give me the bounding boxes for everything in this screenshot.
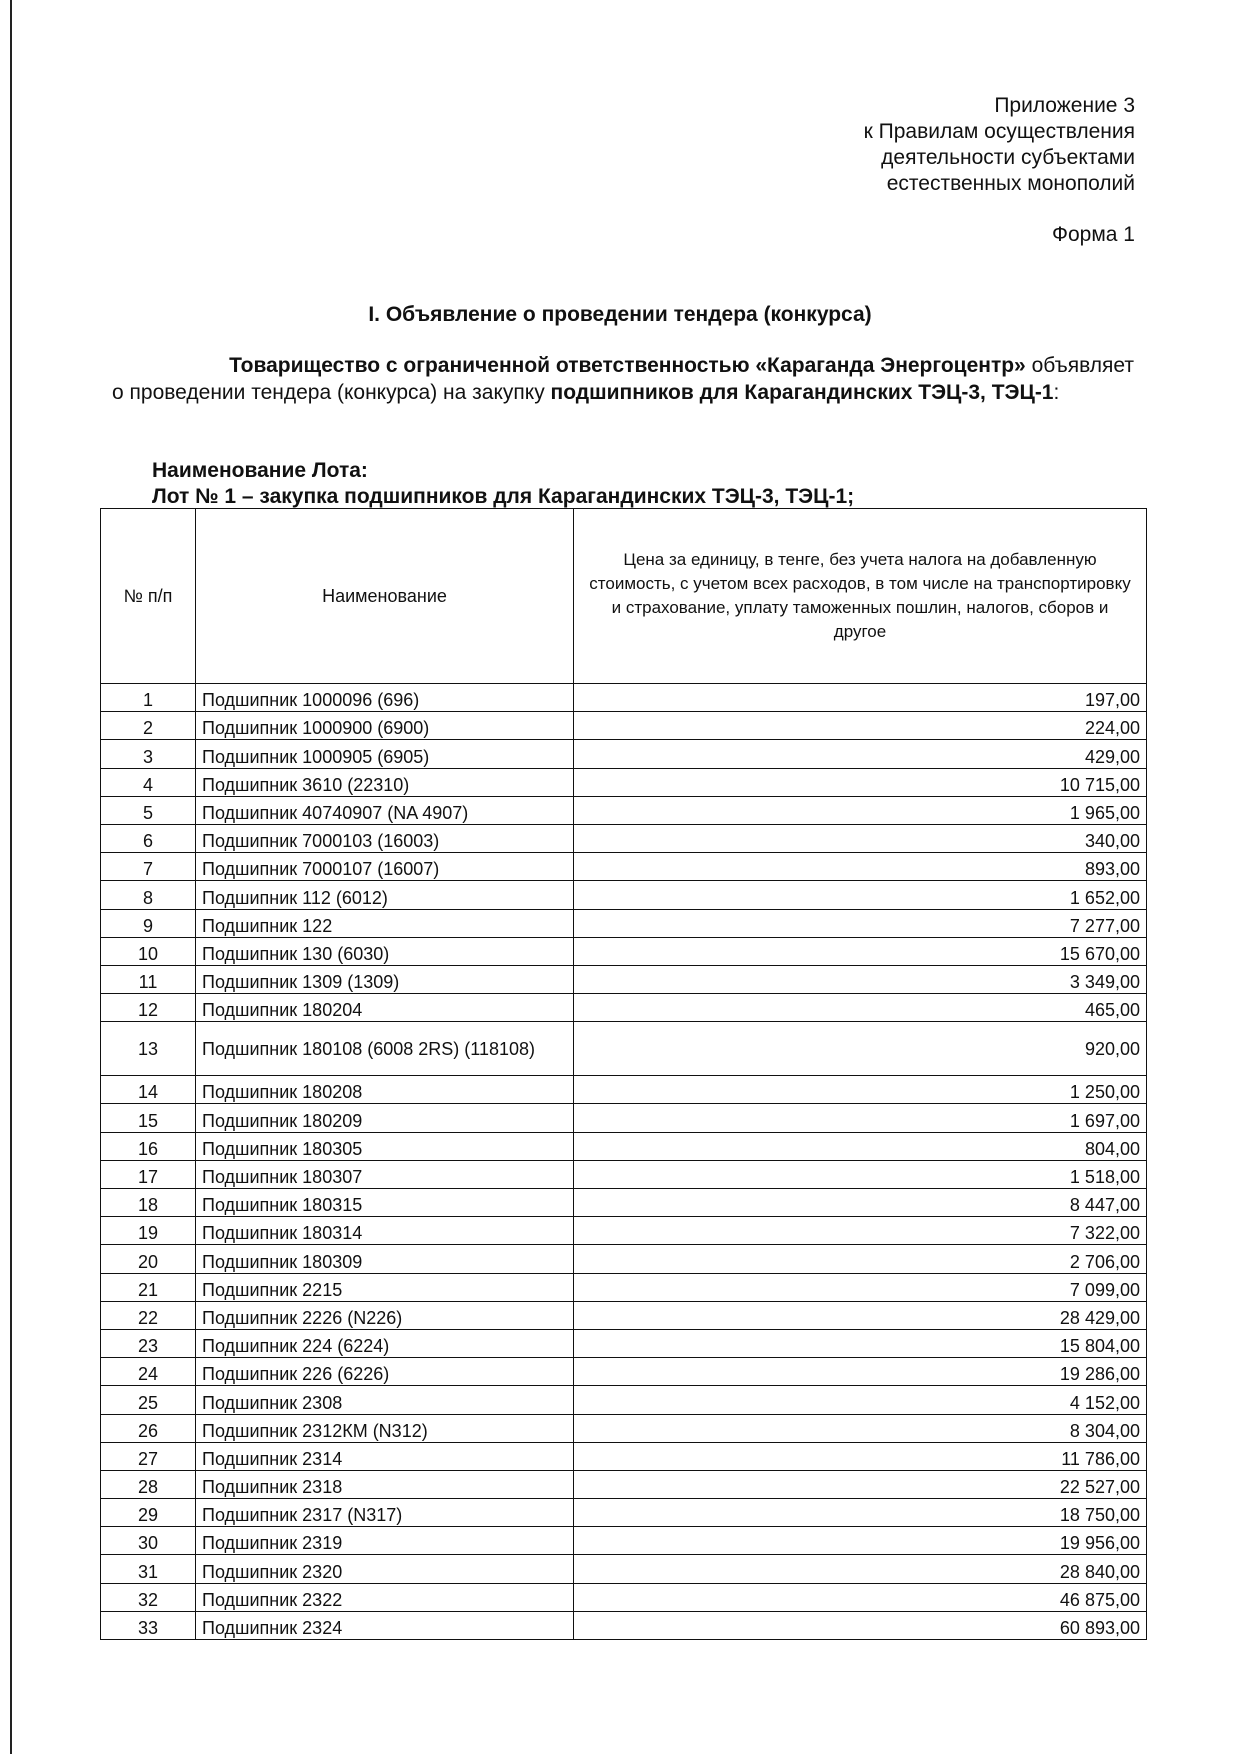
document-title: I. Объявление о проведении тендера (конкурса) [368,303,872,326]
row-number: 9 [101,909,196,937]
row-unit-price: 22 527,00 [574,1470,1147,1498]
header-num: № п/п [101,509,196,684]
table-row [101,1189,1147,1217]
row-number: 27 [101,1442,196,1470]
table-row [101,1555,1147,1583]
row-item-name: Подшипник 1000905 (6905) [196,740,574,768]
row-item-name: Подшипник 7000103 (16003) [196,824,574,852]
organization-name: Товарищество с ограниченной ответственностью «Караганда Энергоцентр» [229,354,1026,377]
row-unit-price: 28 840,00 [574,1555,1147,1583]
table-row [101,712,1147,740]
row-number: 28 [101,1470,196,1498]
table-row [101,994,1147,1022]
row-unit-price: 465,00 [574,994,1147,1022]
row-number: 33 [101,1611,196,1639]
row-item-name: Подшипник 180307 [196,1160,574,1188]
row-unit-price: 10 715,00 [574,768,1147,796]
row-item-name: Подшипник 2318 [196,1470,574,1498]
row-item-name: Подшипник 180108 (6008 2RS) (118108) [196,1022,574,1076]
row-number: 19 [101,1217,196,1245]
row-number: 13 [101,1022,196,1076]
row-item-name: Подшипник 7000107 (16007) [196,853,574,881]
row-number: 30 [101,1527,196,1555]
row-unit-price: 19 956,00 [574,1527,1147,1555]
row-item-name: Подшипник 180305 [196,1132,574,1160]
table-row [101,881,1147,909]
row-item-name: Подшипник 122 [196,909,574,937]
row-item-name: Подшипник 2317 (N317) [196,1499,574,1527]
row-number: 8 [101,881,196,909]
row-unit-price: 340,00 [574,824,1147,852]
row-unit-price: 893,00 [574,853,1147,881]
row-number: 18 [101,1189,196,1217]
row-item-name: Подшипник 2324 [196,1611,574,1639]
table-row [101,1329,1147,1357]
row-item-name: Подшипник 40740907 (NA 4907) [196,796,574,824]
appendix-line-4: естественных монополий [886,172,1135,195]
row-item-name: Подшипник 224 (6224) [196,1329,574,1357]
left-margin-rule [10,0,12,1754]
row-unit-price: 804,00 [574,1132,1147,1160]
procurement-subject: подшипников для Карагандинских ТЭЦ-3, ТЭЦ-1 [550,381,1054,404]
row-item-name: Подшипник 2314 [196,1442,574,1470]
row-item-name: Подшипник 112 (6012) [196,881,574,909]
row-unit-price: 197,00 [574,684,1147,712]
table-row [101,1273,1147,1301]
table-row [101,937,1147,965]
row-item-name: Подшипник 180204 [196,994,574,1022]
appendix-header [864,93,1135,197]
table-row [101,1245,1147,1273]
row-item-name: Подшипник 1000900 (6900) [196,712,574,740]
table-row [101,1611,1147,1639]
lot-title: Лот № 1 – закупка подшипников для Карагандинских ТЭЦ-3, ТЭЦ-1; [152,485,855,508]
row-number: 11 [101,965,196,993]
lot-items-table [100,508,1147,1640]
row-number: 31 [101,1555,196,1583]
row-item-name: Подшипник 2308 [196,1386,574,1414]
row-unit-price: 19 286,00 [574,1358,1147,1386]
row-number: 29 [101,1499,196,1527]
row-unit-price: 11 786,00 [574,1442,1147,1470]
row-number: 2 [101,712,196,740]
row-item-name: Подшипник 2320 [196,1555,574,1583]
row-number: 3 [101,740,196,768]
table-row [101,1358,1147,1386]
row-unit-price: 8 304,00 [574,1414,1147,1442]
intro-line-1 [112,352,1134,379]
row-unit-price: 920,00 [574,1022,1147,1076]
intro-paragraph [112,352,1134,406]
row-number: 16 [101,1132,196,1160]
row-item-name: Подшипник 226 (6226) [196,1358,574,1386]
row-unit-price: 7 099,00 [574,1273,1147,1301]
row-unit-price: 429,00 [574,740,1147,768]
header-price: Цена за единицу, в тенге, без учета налога на добавленную стоимость, с учетом всех расходов, в том числе на транспортировку и страхование, уплату таможенных пошлин, налогов, сборов и другое [574,509,1147,684]
row-number: 17 [101,1160,196,1188]
table-header-row [101,509,1147,684]
row-unit-price: 4 152,00 [574,1386,1147,1414]
row-number: 26 [101,1414,196,1442]
table-row [101,1160,1147,1188]
table-row [101,1442,1147,1470]
row-unit-price: 2 706,00 [574,1245,1147,1273]
row-item-name: Подшипник 180208 [196,1076,574,1104]
row-item-name: Подшипник 2312КМ (N312) [196,1414,574,1442]
row-item-name: Подшипник 180309 [196,1245,574,1273]
row-number: 24 [101,1358,196,1386]
row-item-name: Подшипник 1309 (1309) [196,965,574,993]
row-item-name: Подшипник 180315 [196,1189,574,1217]
row-number: 7 [101,853,196,881]
row-unit-price: 15 670,00 [574,937,1147,965]
row-item-name: Подшипник 130 (6030) [196,937,574,965]
row-item-name: Подшипник 2215 [196,1273,574,1301]
table-row [101,1076,1147,1104]
lot-heading [152,458,854,510]
row-unit-price: 28 429,00 [574,1301,1147,1329]
table-row [101,1470,1147,1498]
appendix-line-2: к Правилам осуществления [863,120,1135,143]
row-number: 23 [101,1329,196,1357]
row-number: 4 [101,768,196,796]
row-number: 12 [101,994,196,1022]
row-number: 21 [101,1273,196,1301]
row-unit-price: 18 750,00 [574,1499,1147,1527]
table-row [101,1414,1147,1442]
table-row [101,1132,1147,1160]
table-row [101,853,1147,881]
table-row [101,1217,1147,1245]
table-body [101,684,1147,1640]
row-unit-price: 1 250,00 [574,1076,1147,1104]
appendix-line-1: Приложение 3 [994,94,1135,117]
intro-end: : [1053,381,1060,404]
table-row [101,824,1147,852]
table-row [101,1583,1147,1611]
row-number: 15 [101,1104,196,1132]
row-unit-price: 1 518,00 [574,1160,1147,1188]
row-item-name: Подшипник 2322 [196,1583,574,1611]
row-item-name: Подшипник 180314 [196,1217,574,1245]
row-number: 22 [101,1301,196,1329]
table-row [101,796,1147,824]
row-item-name: Подшипник 2226 (N226) [196,1301,574,1329]
row-unit-price: 60 893,00 [574,1611,1147,1639]
row-number: 5 [101,796,196,824]
table-row [101,1301,1147,1329]
table-row [101,1386,1147,1414]
table-row [101,684,1147,712]
row-number: 25 [101,1386,196,1414]
row-item-name: Подшипник 2319 [196,1527,574,1555]
table-row [101,1499,1147,1527]
row-unit-price: 1 652,00 [574,881,1147,909]
row-unit-price: 224,00 [574,712,1147,740]
form-label: Форма 1 [1052,223,1135,246]
row-unit-price: 3 349,00 [574,965,1147,993]
row-number: 32 [101,1583,196,1611]
header-name: Наименование [196,509,574,684]
row-number: 14 [101,1076,196,1104]
row-unit-price: 46 875,00 [574,1583,1147,1611]
table-row [101,1527,1147,1555]
table-row [101,909,1147,937]
intro-text-2: о проведении тендера (конкурса) на закупку [112,381,551,404]
row-item-name: Подшипник 1000096 (696) [196,684,574,712]
row-number: 10 [101,937,196,965]
row-number: 6 [101,824,196,852]
appendix-line-3: деятельности субъектами [881,146,1135,169]
table-row [101,1022,1147,1076]
row-number: 1 [101,684,196,712]
row-unit-price: 7 322,00 [574,1217,1147,1245]
row-item-name: Подшипник 180209 [196,1104,574,1132]
row-item-name: Подшипник 3610 (22310) [196,768,574,796]
row-unit-price: 1 965,00 [574,796,1147,824]
intro-text-1: объявляет [1025,354,1134,377]
row-number: 20 [101,1245,196,1273]
row-unit-price: 15 804,00 [574,1329,1147,1357]
lot-label: Наименование Лота: [152,459,368,482]
row-unit-price: 1 697,00 [574,1104,1147,1132]
table-row [101,1104,1147,1132]
row-unit-price: 8 447,00 [574,1189,1147,1217]
table-row [101,965,1147,993]
table-row [101,768,1147,796]
table-row [101,740,1147,768]
row-unit-price: 7 277,00 [574,909,1147,937]
